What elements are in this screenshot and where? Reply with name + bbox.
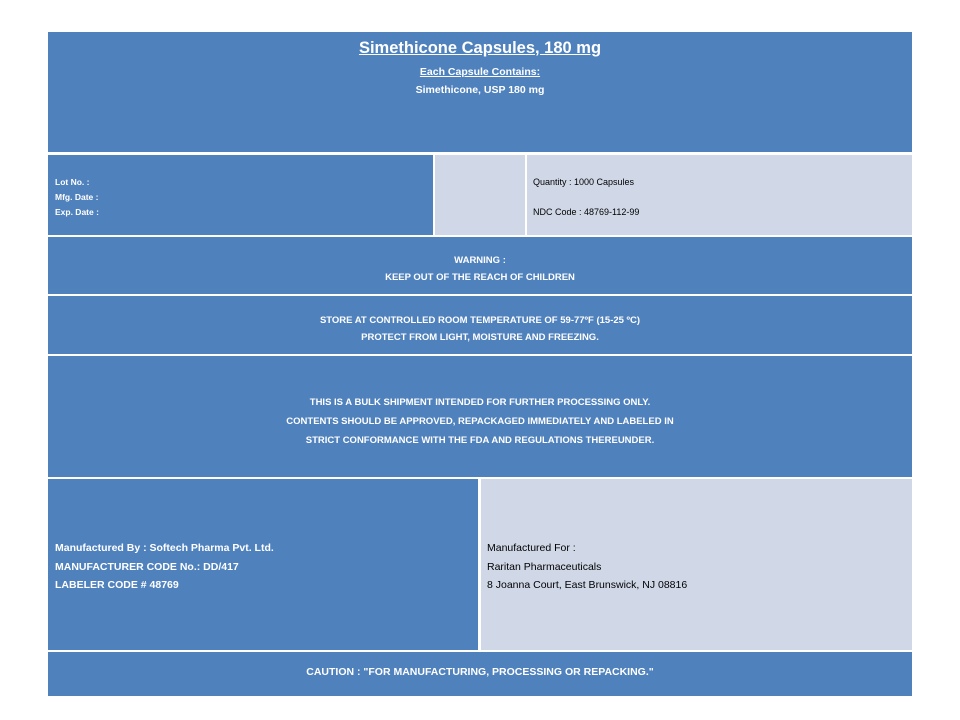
manufactured-by-text: Manufactured By : Softech Pharma Pvt. Ltd. <box>55 542 274 554</box>
bulk-shipment-cell <box>48 356 912 477</box>
mfg-date-label: Mfg. Date : <box>55 192 99 202</box>
bulk-line-2: CONTENTS SHOULD BE APPROVED, REPACKAGED IMMEDIATELY AND LABELED IN <box>286 416 674 427</box>
warning-cell <box>48 237 912 294</box>
storage-temperature-text: STORE AT CONTROLLED ROOM TEMPERATURE OF 59-77ºF (15-25 ºC) <box>319 315 641 326</box>
storage-cell <box>48 296 912 354</box>
ndc-code-text: NDC Code : 48769-112-99 <box>533 207 640 217</box>
bulk-line-3: STRICT CONFORMANCE WITH THE FDA AND REGULATIONS THEREUNDER. <box>305 435 655 446</box>
manufactured-for-cell <box>481 479 912 650</box>
label-header <box>48 32 912 152</box>
blank-cell <box>435 155 525 235</box>
lot-number-label: Lot No. : <box>55 177 90 187</box>
storage-protection-text: PROTECT FROM LIGHT, MOISTURE AND FREEZING. <box>361 332 599 343</box>
bulk-line-1: THIS IS A BULK SHIPMENT INTENDED FOR FURTHER PROCESSING ONLY. <box>309 397 651 408</box>
contents-heading: Each Capsule Contains: <box>419 66 541 78</box>
warning-text: KEEP OUT OF THE REACH OF CHILDREN <box>385 272 575 283</box>
labeler-code-text: LABELER CODE # 48769 <box>55 579 179 591</box>
manufactured-for-address: 8 Joanna Court, East Brunswick, NJ 08816 <box>487 579 688 591</box>
quantity-text: Quantity : 1000 Capsules <box>533 177 635 187</box>
manufactured-for-company: Raritan Pharmaceuticals <box>487 560 602 573</box>
product-title: Simethicone Capsules, 180 mg <box>358 39 602 57</box>
caution-cell <box>48 652 912 696</box>
product-label <box>48 32 912 696</box>
caution-text: CAUTION : "FOR MANUFACTURING, PROCESSING OR REPACKING." <box>306 666 654 678</box>
manufactured-for-heading: Manufactured For : <box>487 542 576 554</box>
lot-info-cell <box>48 155 433 235</box>
warning-heading: WARNING : <box>454 255 506 266</box>
product-info-cell <box>527 155 912 235</box>
ingredient-text: Simethicone, USP 180 mg <box>415 84 545 96</box>
manufacturer-code-text: MANUFACTURER CODE No.: DD/417 <box>55 560 239 573</box>
manufacturer-cell <box>48 479 478 650</box>
exp-date-label: Exp. Date : <box>55 207 99 217</box>
